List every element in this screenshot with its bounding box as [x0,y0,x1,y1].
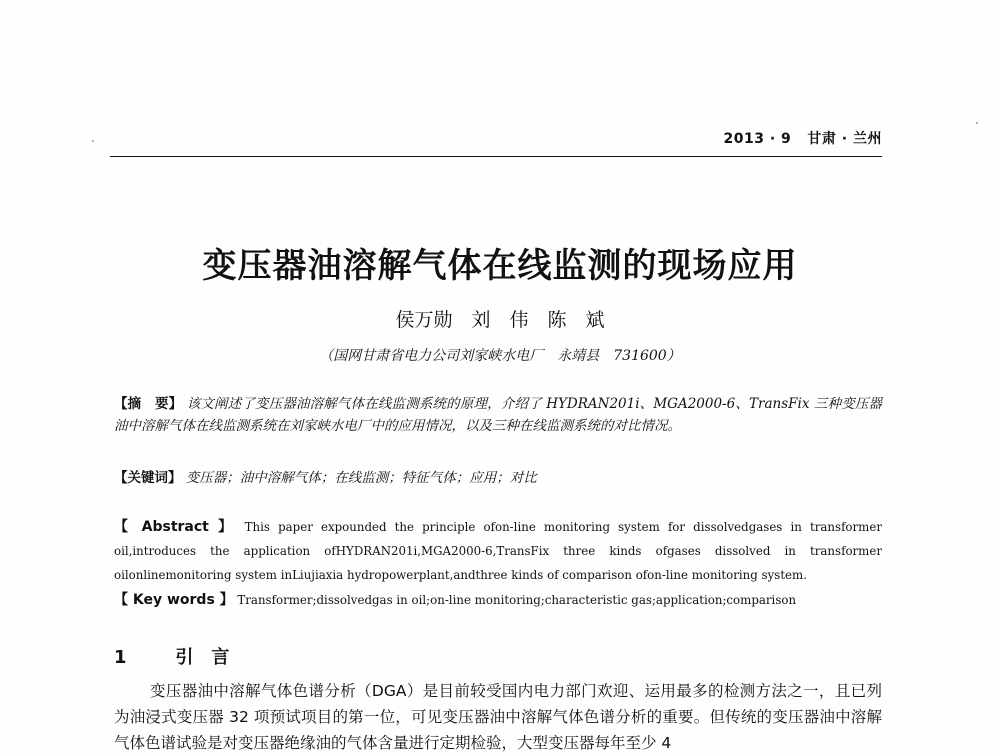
keywords-en [114,588,882,612]
keywords-cn-text: 变压器；油中溶解气体；在线监测；特征气体；应用；对比 [185,470,537,486]
abstract-cn-label: 【摘 要】 [114,396,183,412]
abstract-en-label: 【 Abstract 】 [114,519,237,535]
abstract-cn-text: 该文阐述了变压器油溶解气体在线监测系统的原理，介绍了 HYDRAN201i、MGA2000-6、TransFix 三种变压器油中溶解气体在线监测系统在刘家峡水电厂中的应用情况，以及三种在线监测系统的对比情况。 [114,396,882,434]
section-number: 1 [114,647,127,668]
running-header [724,128,882,148]
keywords-cn [114,467,882,489]
paper-title: 变压器油溶解气体在线监测的现场应用 [202,246,798,286]
scan-speck [976,122,978,124]
abstract-en-text: This paper expounded the principle ofon-line monitoring system for dissolvedgases in transformer oil,introduces the application ofHYDRAN201i,MGA2000-6,TransFix three kinds ofgases dissolved in transformer oilonlinemonitoring system inLiujiaxia hydropowerplant,andthree kinds of comparison ofon-line monitoring system. [114,520,882,582]
issue-date: 2013 · 9 [723,131,792,147]
author-list: 侯万勋 刘 伟 陈 斌 [395,309,605,331]
scan-speck [92,140,94,142]
abstract-cn [114,393,882,437]
section-title: 引 言 [175,647,230,668]
affiliation: （国网甘肃省电力公司刘家峡水电厂 永靖县 731600） [319,348,681,364]
header-rule [110,156,882,157]
abstract-en [114,515,882,587]
issue-location: 甘肃 · 兰州 [807,131,882,147]
section-heading [114,643,229,669]
keywords-cn-label: 【关键词】 [114,470,182,486]
keywords-en-label: 【 Key words 】 [114,592,234,608]
intro-paragraph: 变压器油中溶解气体色谱分析（DGA）是目前较受国内电力部门欢迎、运用最多的检测方法之一，且已列为油浸式变压器 32 项预试项目的第一位，可见变压器油中溶解气体色谱分析的重要。但传统的变压器油中溶解气体色谱试验是对变压器绝缘油的气体含量进行定期检验，大型变压器每年至少 4 [114,682,882,752]
keywords-en-text: Transformer;dissolvedgas in oil;on-line monitoring;characteristic gas;application;comparison [237,593,797,607]
